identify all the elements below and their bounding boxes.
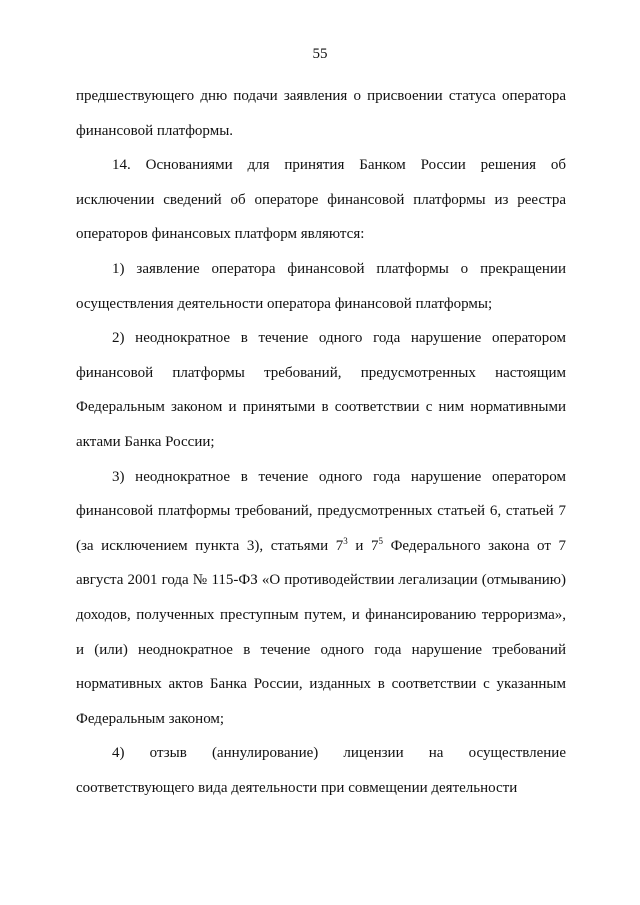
paragraph-continuation: предшествующего дню подачи заявления о присвоении статуса оператора финансовой платформы.: [76, 88, 566, 139]
item-3-text-part-2: и 7: [347, 537, 379, 554]
paragraph-clause-14: 14. Основаниями для принятия Банком России решения об исключении сведений об операторе финансовой платформы из реестра операторов финансовых платформ являются:: [76, 157, 566, 243]
paragraph-item-3: [76, 460, 566, 737]
item-3-text-part-1: 3) неоднократное в течение одного года нарушение оператором финансовой платформы требований, предусмотренных статьей 6, статьей 7 (за исключением пункта 3), статьями 7: [76, 468, 566, 554]
page-number: 55: [312, 46, 328, 62]
paragraph-item-4: 4) отзыв (аннулирование) лицензии на осуществление соответствующего вида деятельности при совмещении деятельности: [76, 745, 566, 796]
superscript-5: 5: [378, 535, 383, 546]
superscript-3: 3: [343, 535, 348, 546]
document-body: [76, 79, 566, 805]
paragraph-item-1: 1) заявление оператора финансовой платформы о прекращении осуществления деятельности оператора финансовой платформы;: [76, 260, 566, 312]
item-3-text-part-3: Федерального закона от 7 августа 2001 года № 115-ФЗ «О противодействии легализации (отмыванию) доходов, полученных преступным путем, и финансированию терроризма», и (или) неоднократное в течение одного года нарушение требований нормативных актов Банка России, изданных в соответствии с указанным Федеральным законом;: [76, 537, 566, 727]
paragraph-item-2: 2) неоднократное в течение одного года нарушение оператором финансовой платформы требований, предусмотренных настоящим Федеральным законом и принятыми в соответствии с ним нормативными актами Банка России;: [76, 330, 566, 450]
